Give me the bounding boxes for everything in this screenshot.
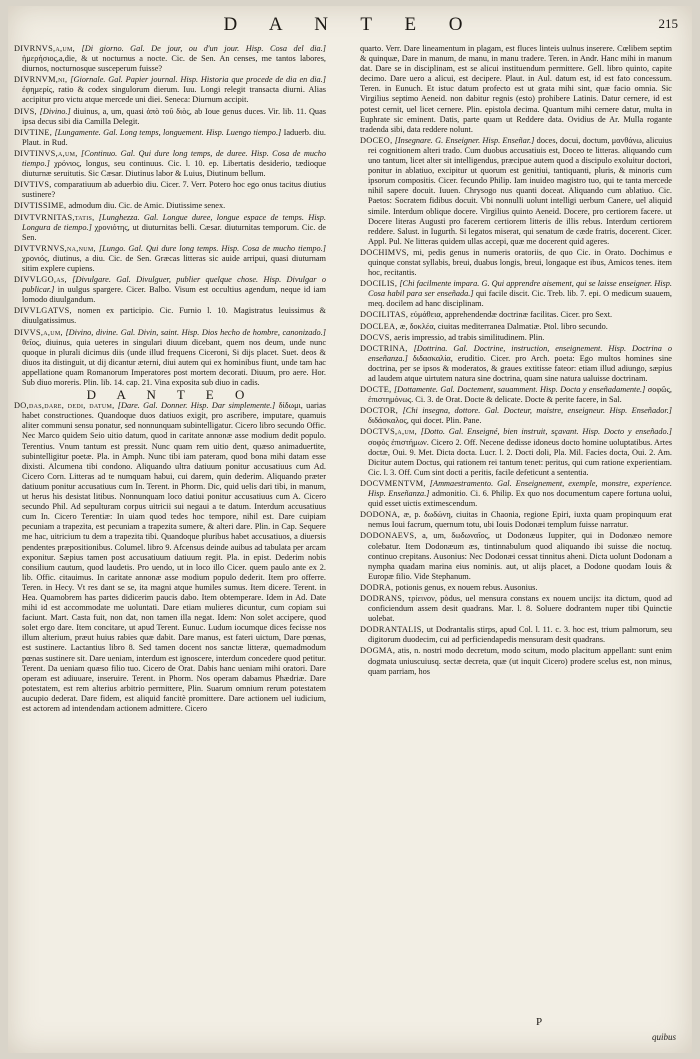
entry-gloss: [Dotto. Gal. Enseigné, bien instruit, sçavant. Hisp. Docto y enseñado.] [420,427,672,437]
entry-text: admodum diu. Cic. de Amic. Diutissime senex. [68,201,226,211]
entry-text: æ, δοκλέα, ciuitas mediterranea Dalmatiæ. Ptol. libro secundo. [399,321,608,331]
entry-text: χρόνιος, longus, seu continuus. Cic. l. 10. ep. Libertatis desiderio, tædioque diuturnæ seruitutis. Sic Cæsar. Diutinus labor & Luius, Diutinum bellum. [22,159,326,179]
entry-text: τρίεινον, pòdus, uel mensura constans ex nouem uncijs: ita dictum, quod ad conficiendum assem desit quadrans. Mar. l. 8. Soluere dodrantem nuper tibi Quinctie uolebat. [368,593,672,624]
continuation-text: quarto. Verr. Dare lineamentum in plagam, est fluces linteis uulnus inserere. Cœlibem septim & quinquæ, Dare in manum, de manu, in manu tradere. Teren. in Andr. Hanc mihi in manum dat. Dare se in disciplinam, est se alicui instituendum permittere. Gell. libro quinto, capite decimo. Dare uero a alicui, est decipere. Plaut. in Aul. datum est, id est fato concessum. Teren. in Eunuch. Et istuc datum profecto est ut grata mihi sint, quæ facio omnia. Sic Virgilius septimo Aeneid. non dabitur regnis (esto) prohibere Latinis. Datur cernere, id est potest cernit, uel licet cernere. Plin. epistola decima. Quantum mihi cernere datur, multa in Euphrate sic eminent. Datis, parte quam ut Reddere data. Ovidius de Ar. Mulla rogante tradenda sibi, data reddere nolunt. [360,44,672,134]
entry-headword: DO,das,dare, dedi, datum, [14,401,115,411]
entry-gloss: [Ammaestramento. Gal. Enseignement, exemple, monstre, experience. Hisp. Enseñanza.] [368,478,672,499]
entry-headword: DIVVS,a,um, [14,327,63,337]
entry-text: ut Dodrantalis stirps, apud Col. l. 11. c. 3. hoc est, trium palmorum, seu digitorum duodecim, cui ad perficiendapedis mensuram desit quadrans. [368,625,672,645]
entry-text: εὐμάθεια, apprehendendæ doctrinæ facilitas. Cicer. pro Sext. [410,310,613,320]
entry-headword: DOCEO, [360,135,393,145]
dictionary-entry [14,75,326,105]
entry-headword: DIVTINVS,a,um, [14,148,78,158]
entry-headword: DOCHIMVS, [360,247,410,257]
book-page [8,6,692,1053]
dictionary-entry [360,406,672,426]
entry-text: admonitio. Ci. 6. Philip. Ex quo nos documentum capere fortuna uolui, quid esset uictis extimescendum. [368,489,672,509]
dictionary-entry [14,128,326,148]
entry-text: mi, pedis genus in numeris oratoriis, de quo Cic. in Orato. Dochimus e quinque constat syllabis, breui, duabus longis, breui, longaque est ibus, Amicos tenes. item hoc, recitantis. [368,247,672,278]
entry-text: ἐφημερίς, ratio & codex singulorum dierum. Iuu. Longi relegit transacta diurni. Alias accipitur pro victu atque mercede uni diei. Seneca: Diurnum accipit. [22,85,326,105]
dictionary-entry [14,107,326,127]
entry-gloss: [Lungamente. Gal. Long temps, longuement. Hisp. Luengo tiempo.] [54,127,282,137]
entry-text: atis, n. nostri modo decretum, modo scitum, modo placitum appellant: sunt enim dogmata uniuscuiusq. sectæ decreta, quæ (ut inquit Cicero) prodere scelus est, non minus, quam parriam, hos [368,646,672,676]
entry-gloss: [Dottrina. Gal. Doctrine, instruction, enseignement. Hisp. Doctrina o enseñanza.] [368,343,672,363]
entry-text: in uulgus spargere. Cicer. Balbo. Visum est occultius agendum, neque id iam lomodo diuulgandum. [22,285,326,305]
dictionary-entry [14,306,326,326]
entry-headword: DOCTOR, [360,406,399,416]
entry-headword: DIVTVRNVS,na,num, [14,243,96,253]
entry-gloss: [Divulgare. Gal. Divulguer, publier quelque chose. Hisp. Divulgar o publicar.] [22,275,326,295]
entry-text: comparatiuum ab aduerbio diu. Cicer. 7. Verr. Potero hoc ego onus tacitus diutius sustinere? [22,180,326,200]
entry-gloss: [Continuo. Gal. Qui dure long temps, de duree. Hisp. Cosa de mucho tiempo.] [22,148,326,169]
entry-headword: DIVTINE, [14,127,53,137]
dictionary-entry [360,427,672,477]
dictionary-entry [360,594,672,624]
dictionary-entry [14,201,326,211]
entry-gloss: [Insegnare. G. Enseigner. Hisp. Enseñar.] [394,135,535,145]
entry-headword: DIVVLGO,as, [14,275,67,285]
entry-headword: DODRANS, [360,593,405,603]
dictionary-entry [360,248,672,278]
section-heading: D A N T E O [86,387,254,403]
entry-text: σοφῶς, ἐπιστημόνως. Ci. 3. de Orat. Docte & delicate. Docte & perite facere, in Sal. [368,385,672,405]
entry-gloss: [Lunghezza. Gal. Longue duree, longue espace de temps. Hisp. Longura de tiempo.] [22,212,326,232]
dictionary-entry [360,344,672,384]
entry-text: potionis genus, ex nouem rebus. Ausonius. [395,582,538,592]
dictionary-entry [14,328,326,389]
page-header [8,14,692,40]
entry-text: Iaduerb. diu. Plaut. in Rud. [22,127,326,147]
entry-headword: DIVTISSIME, [14,201,67,211]
dictionary-entry [360,136,672,247]
entry-text: σοφὸς ἐπιστήμων. Cicero 2. Off. Necene dedisse idoneus docto homine uoluptatibus. Artes doctæ, Oui. 9. Met. Dicta docta. Lucr. l. 2. Docti doli, Pla. Mil. Facies docta, Oui. 2. Am. Dicitur autem Doctus, qui rationem rei tantum tenet: peritus, qui cum ratione experientiam. Cic. l. 3. Off. Cum sint docti a peritis, facile defeticunt a sententia. [368,437,672,477]
entry-text: ἡμερήσιος,a,die, & ut nocturnus a nocte. Cic. de Sen. An censes, me tantos labores, diurnos, nocturnosque susceperum fuisse? [22,54,326,74]
entry-headword: DODRANTALIS, [360,625,425,635]
entry-headword: DOCVMENTVM, [360,478,426,488]
entry-gloss: [Divino.] [39,106,71,116]
dictionary-entry [14,44,326,74]
entry-gloss: [Chi facilmente impara. G. Qui apprendre aisement, qui se laisse enseigner. Hisp. Cosa habil para ser enseñada.] [368,279,672,299]
entry-headword: DOCILITAS, [360,310,409,320]
entry-headword: DIVTIVS, [14,180,52,190]
signature-mark: P [536,1016,543,1028]
dictionary-entry [14,180,326,200]
entry-gloss: [Dottamente. Gal. Doctement, sauamment. Hisp. Docta y enseñadamente.] [393,385,646,395]
entry-text: æ, p. δωδώνη, ciuitas in Chaonia, regione Epiri, iuxta quam propinquum erat nemus Ioui facrum, quernum totu, ubi Iouis Dodonæi templum fuisse narratur. [368,510,672,530]
dictionary-entry [14,213,326,243]
entry-text: διδασκαλία, eruditio. Cicer. pro Arch. poeta: Ego multos homines sine doctrina, per se ipsos & moderatos, & graues extitisse fateor: etiam illud adiungo, sæpius ad laudem atque uirtutem natura sine doctrina, quam sine natura ualuisse doctrinam. [368,353,672,383]
dictionary-entry [360,646,672,676]
dictionary-entry [360,510,672,530]
entry-headword: DIVS, [14,106,37,116]
entry-headword: DODONAEVS, [360,531,417,541]
entry-headword: DOCLEA, [360,321,398,331]
entry-text: θεῖος, diuinus, quia ueteres in singulari diuum dicebant, quem nos deum, unde nunc quoque in plurali dicimus diis (unde illud frequens Ciceroni, Si dijs placet. Suet. deos & diuos ita distinguit, ut dij dicantur æterni, diui autem qui ex hominibus fiunt, unde tam hac appellatione quam Romanorum Imperatores post mortem decorati. Diuum, pro aere. Hor. Sub diuo moreris. Plin. lib. 14. cap. 21. Vina exposita sub diuo in cadis. [22,337,326,387]
catchword: quibus [652,1032,677,1042]
dictionary-entry [14,149,326,179]
entry-text: χρονιότης, ut diuturnitas belli. Cæsar. diuturnitas temporum. Cic. de Sen. [22,222,326,242]
entry-gloss: [Chi insegna, dottore. Gal. Docteur, maistre, enseigneur. Hisp. Enseñador.] [402,406,672,416]
left-column [14,44,326,1034]
entry-text: χρονιός, diutinus, a diu. Cic. de Sen. Græcas litteras sic auide arripui, quasi diuturnam sitim explere cupiens. [22,253,326,273]
entry-headword: DOCILIS, [360,279,398,289]
running-title: D A N T E O [223,14,477,35]
dictionary-entry [360,625,672,645]
entry-text: qui facile discit. Cic. Treb. lib. 7. epi. O medicum suauem, meq. docilem ad hanc disciplinam. [368,289,672,309]
dictionary-entry [360,583,672,593]
entry-headword: DOCTVS,a,um, [360,427,418,437]
entry-text: diuinus, a, um, quasi ἀπὸ τοῦ διὸς, ab Ioue genus duces. Vir. lib. 11. Quas ipsa decus sibi dia Camilla Delegit. [22,106,326,126]
entry-gloss: [Lungo. Gal. Qui dure long temps. Hisp. Cosa de mucho tiempo.] [98,243,326,253]
entry-headword: DIVRNVS,a,um, [14,44,76,53]
page-number: 215 [658,16,678,31]
entry-gloss: [Dare. Gal. Donner. Hisp. Dar simplemente.] [117,401,276,411]
entry-headword: DODRA, [360,582,394,592]
entry-headword: DOCTE, [360,385,392,395]
dictionary-entry [360,531,672,581]
entry-text: aeris impressio, ad trabis similitudinem. Plin. [394,332,545,342]
entry-text: διδάσκαλος, qui docet. Plin. Pane. [368,416,482,426]
entry-text: nomen ex participio. Cic. Furnio l. 10. Magistratus leuissimus & diuulgatissimus. [22,306,326,326]
dictionary-entry [360,385,672,405]
entry-text: doces, docui, doctum, μανθάνω, alicuius rei cognitionem alteri trado. Cum duobus accusatiuis est, Doceo te litteras. aliquando cum uno tantum, licet alter sit intelligendus, præcipue autem quod a discipulo exoluitur doctori, ponitur in ablatiuo, excipitur ut quorum est genitiui, tantiquanti, pluris, & minoris cum ipsorum compositis. Cicer. fecundo Philip. Iam inuideo magistro tuo, qui te tanta mercede nihil sapere docuit. Iuuen. Chrysogo nus quanti doceat. Aliquando cum ablatiuo. Cic. Paetos: Socratem fidibus docuit. Vbi nonnulli uolunt intelligi uerbum Canere, uel aliquid simile. Interdum oblique docere. Virgilius quinto Aeneid. Docere, pro certiorem facere. ut Docere literas Augusti pro facerem certiorem litteris de illis rebus. Interdum certiorem reddere. Salust. in Iugurth. Si legatos miserat, qui senatum de cæde fratris, docerent. Cicer. Appl. Pul. Ne litteras quidem ullas accepi, quæ me docerent quid ageres. [368,135,672,246]
dictionary-entry [360,479,672,509]
dictionary-entry [360,333,672,343]
entry-text: δίδωμι, uarias habet constructiones. Quandoque duos datiuos exigit, pro ascribere, imputare, quamuis aliter communi sensu ponatur, sed nonnunquam subintelligatur. Cicero libro secundo Offic. Nec Marco quidem Seio uitio datum, quod in caritate annonæ asse modium dedit populo. Terentius. Vnum tantum est pressit. Nunc quam rem uitio dent, quæso animaduertite, subintelligitur poetæ. Pla. in Amph. Nunc tibi iam pateram, quod bona mihi datam esse dixisti. Alcumena tibi condono. Aliquando ultra datiuum ponitur accusatiuus cum Ad. Cicero Corn. Litteras ad te numquam habui, cui darem, quin dederim. Aliquando præter datiuum ponitur accusatiuus cum In. Terent. in Phorm. Dic, quid uelis dari tibi, in manum, ut herus his desistat litibus. Nonnunquam loco datiui ponitur accusatiuus cum A. Cicero secundo Phil. Ad sepulturam corpus uitricii sui negaui a te datum. Interdum accusatiuus cum In. Cicero Terentiæ: In uiam quod tedes hoc tempore, nihil est. Dare cuipiam pecuniam a trapezita, est pecuniam a trapezita sumere, & alteri dare. Plin. in Cap. Sequere me hac, uitricium tu dem a trapezita tibi. Quandoque pluribus habet accusatiuos, a diuersis pendentes præpositionibus. Columel. libro 9. Afcensus deinde auibus ad tabulata per arcam exponitur. Sæpius tamen post accusatiuum datiuum regit. Pla. in epist. Dederim nobis consilium cautum, quod laudetis. Pro uendo, ut in loco illo Cicer. quem paulo ante ex 2. lib. Offic. citauimus. In caritate annonæ asse modium populo dederit. Item pro offerre. Teren. in Hecy. Vt res dant se se, ita magni atque humiles sumus. Item dicere. Terent. in Hea. Quamobrem has partes didicerim paucis dabo. Item obtemperare. Idem in Ad. Date mihi id est accommodate me uoluntati. Dare etiam mulieres dicuntur, cum copiam sui faciunt. Mart. Casta fuit, non dat, non tamen illa negat. Idem: Non solet accipere, quod solet ergo dare. Item concitare, ut apud Terent. Eunuc. Ludum iocumque dices fecisse nos illum alterium, præut huius rabies quæ dabit. Dare manus, est fateri uictum, Dare pœnas, est sustinere. Lactantius libro 8. Sed tamen docent nos sanctæ litteræ, quemadmodum pœnas sustinere sit. Dare ueniam, interdum est ignoscere, interdum concedere quod petitur. Terent. Da ueniam quæso filio tuo. Cicero de Orat. Dabis hanc ueniam mihi oratori. Dare operam est adiuuare, inseruire. Terent. in Phorm. Nos operam dabamus Phædriæ. Dare potestatem, est rem alterius arbitrio permittere, Plin. Suarum omnium rerum potestatem aucupio dederat. Dare fidem, est aliquid fancitè promittere. Dare actionem uel iudicium, est actorem ad intendendam actionem admittere. Cicero [22,401,326,713]
entry-headword: DIVTVRNITAS,tatis, [14,212,95,222]
entry-headword: DODONA, [360,510,401,520]
dictionary-entry [360,322,672,332]
dictionary-entry [14,244,326,274]
right-column [360,44,672,1034]
entry-headword: DOCVS, [360,332,392,342]
entry-gloss: [Di giorno. Gal. De jour, ou d'un jour. Hisp. Cosa del dia.] [81,44,326,53]
entry-headword: DIVVLGATVS, [14,306,72,316]
dictionary-entry [360,310,672,320]
dictionary-entry [14,275,326,305]
entry-gloss: [Divino, divine. Gal. Divin, saint. Hisp. Dios hecho de hombre, canonizado.] [65,327,326,337]
dictionary-entry [14,401,326,714]
entry-headword: DOCTRINA, [360,343,408,353]
dictionary-entry [360,279,672,309]
entry-headword: DIVRNVM,ni, [14,75,68,85]
entry-headword: DOGMA, [360,646,396,656]
entry-text: a, um, δωδωναῖος, ut Dodonæus Iuppiter, qui in Dodonæo nemore colebatur. Item Dodonæum æs, tintinnabulum quod aliquando ibi suisse die noctuq. continuo crepitans. Ausonius: Nec Dodonæi cessat tinnitus aheni. Dicta uolunt Dodonam a nympha quadam marina eius nominis. aut, ut alijs placet, a Dodone quodam Iouis & Europæ filio. Vide Stephanum. [368,531,672,581]
entry-gloss: [Giornale. Gal. Papier journal. Hisp. Historia que procede de dia en dia.] [70,75,326,85]
